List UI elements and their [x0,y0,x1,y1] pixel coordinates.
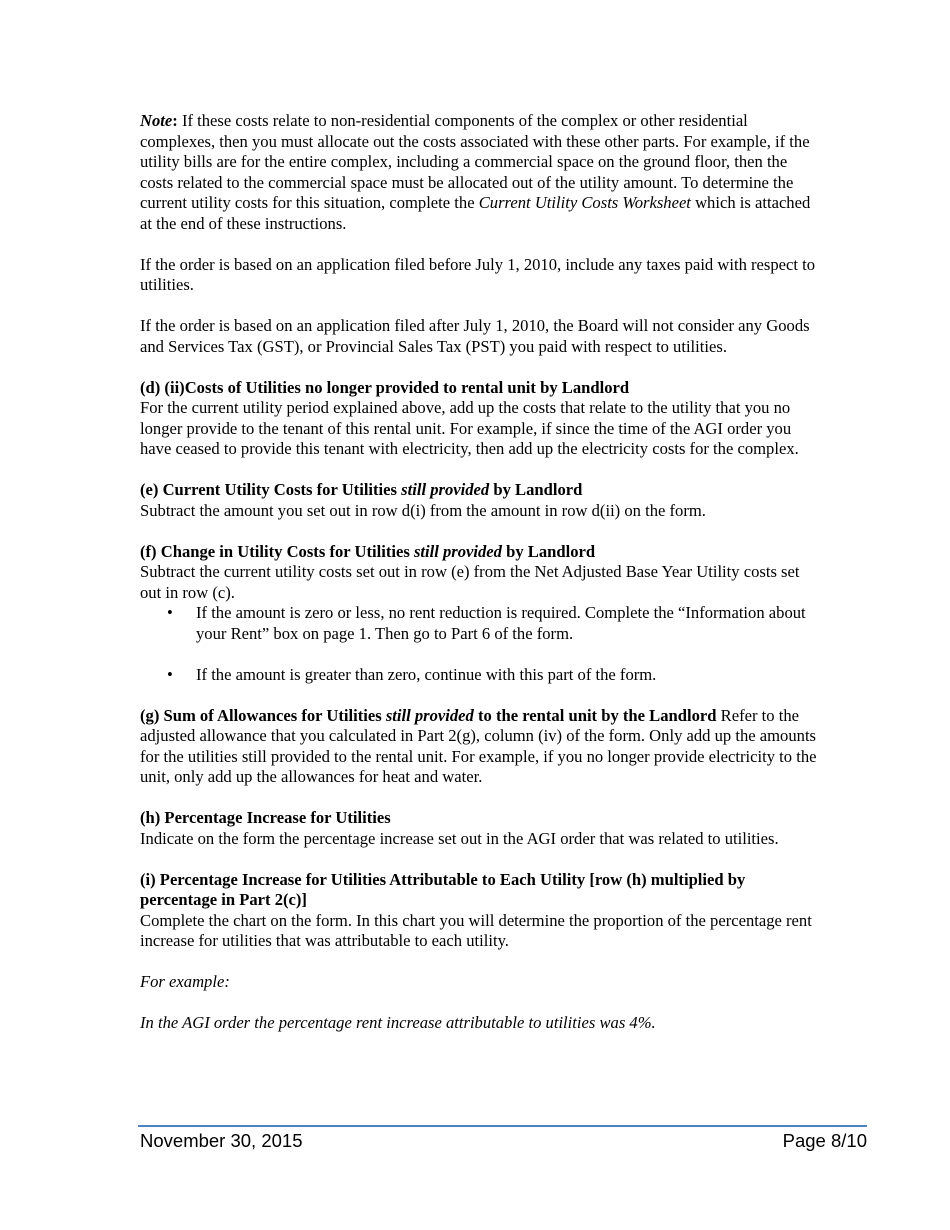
example-label-text: For example: [140,972,230,991]
section-f-body: Subtract the current utility costs set out in row (e) from the Net Adjusted Base Year Utility costs set out in row (c). [140,562,800,602]
note-paragraph [140,111,820,234]
section-i [140,870,820,952]
note-label: Note [140,111,173,130]
section-i-body: Complete the chart on the form. In this chart you will determine the proportion of the percentage rent increase for utilities that was attributable to each utility. [140,910,812,950]
section-h-body: Indicate on the form the percentage increase set out in the AGI order that was related to utilities. [140,828,779,848]
section-h-heading: (h) Percentage Increase for Utilities [140,808,391,827]
worksheet-name: Current Utility Costs Worksheet [478,193,691,212]
page-footer [140,1130,867,1152]
note-colon: : [172,111,178,130]
section-e-heading-pre: (e) Current Utility Costs for Utilities [140,480,402,499]
section-f-heading-post: by Landlord [501,541,596,561]
list-item [140,603,820,644]
section-f-heading-pre: (f) Change in Utility Costs for Utilities [140,541,414,561]
bullet-icon: • [167,603,173,622]
example-label [140,972,820,993]
section-e-heading-italic: still provided [401,480,490,499]
taxes-before-2010-paragraph: If the order is based on an application filed before July 1, 2010, include any taxes paid with respect to utilities. [140,254,816,294]
section-f [140,542,820,686]
footer-date: November 30, 2015 [140,1130,303,1151]
note-text-before: If these costs relate to non-residential components of the complex or other residential complexes, then you must allocate out the costs associated with these other parts. For example, if the utility bills are for the entire complex, including a commercial space on the ground floor, then the costs related to the commercial space must be allocated out of the utility amount. To determine the current utility costs for this situation, complete the [140,111,810,212]
section-e-body: Subtract the amount you set out in row d(i) from the amount in row d(ii) on the form. [140,500,706,520]
section-g-heading-pre: (g) Sum of Allowances for Utilities [140,705,386,725]
page-content [140,111,820,1054]
footer-page-number: Page 8/10 [782,1130,867,1151]
section-g-heading-post: to the rental unit by the Landlord [473,705,717,725]
note-text-after: which is attached at the end of these instructions. [140,193,811,233]
list-item [140,665,820,686]
section-g [140,706,820,788]
section-d-ii [140,378,820,460]
section-g-body: Refer to the adjusted allowance that you calculated in Part 2(g), column (iv) of the form. Only add up the amounts for the utilities still provided to the rental unit. For example, if you no longer provide electricity to the unit, only add up the allowances for heat and water. [140,705,817,786]
section-d-ii-heading: (d) (ii)Costs of Utilities no longer provided to rental unit by Landlord [140,377,630,397]
bullet-text: If the amount is zero or less, no rent reduction is required. Complete the “Information about your Rent” box on page 1. Then go to Part 6 of the form. [196,603,806,643]
example-text [140,1013,820,1034]
section-e [140,480,820,521]
example-text-body: In the AGI order the percentage rent increase attributable to utilities was 4%. [140,1013,656,1032]
section-e-heading [140,480,582,499]
section-f-heading-italic: still provided [413,541,502,561]
section-f-bullet-list [140,603,820,685]
section-e-heading-post: by Landlord [489,480,583,499]
section-g-heading [140,706,717,725]
taxes-after-2010-paragraph: If the order is based on an application filed after July 1, 2010, the Board will not consider any Goods and Services Tax (GST), or Provincial Sales Tax (PST) you paid with respect to utilities. [140,316,810,356]
section-d-ii-body: For the current utility period explained above, add up the costs that relate to the utility that you no longer provide to the tenant of this rental unit. For example, if since the time of the AGI order you have ceased to provide this tenant with electricity, then add up the electricity costs for the complex. [140,398,799,458]
section-i-heading: (i) Percentage Increase for Utilities Attributable to Each Utility [row (h) multiplied by percentage in Part 2(c)] [140,869,746,909]
section-h [140,808,820,849]
footer-rule [138,1125,867,1127]
section-f-heading [140,542,820,563]
bullet-icon: • [167,664,173,684]
section-g-heading-italic: still provided [385,705,474,725]
bullet-text: If the amount is greater than zero, continue with this part of the form. [196,664,657,684]
